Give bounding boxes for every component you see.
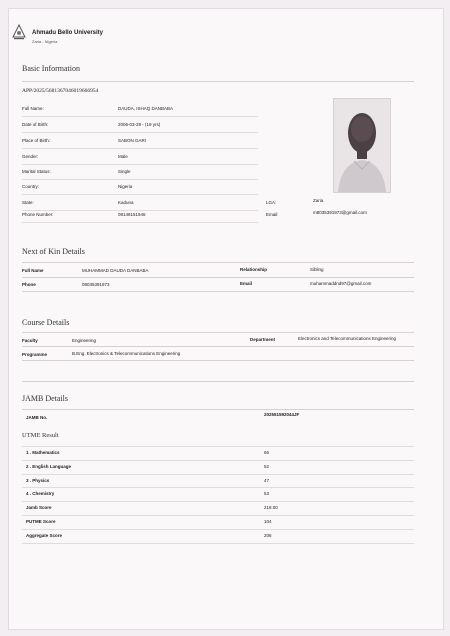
lga-value: Zaria (313, 198, 324, 203)
divider (22, 381, 414, 382)
result-label: Aggregate Score (26, 532, 63, 538)
divider (22, 332, 414, 333)
result-value: 53 (264, 491, 270, 497)
kin-full-name-label: Full Name (22, 268, 44, 273)
row-value: 2006-03-29 - (19 yrs) (118, 122, 161, 127)
divider (22, 346, 414, 347)
utme-results-list (22, 446, 414, 544)
university-location: Zaria - Nigeria (32, 39, 58, 44)
kin-phone-value: 08035391973 (82, 282, 110, 287)
result-row (22, 502, 414, 516)
row-label: Marital Status: (22, 169, 51, 174)
programme-value: B.Eng. Electronics & Telecommunications Engineering (72, 351, 181, 356)
university-name: Ahmadu Bello University (32, 30, 104, 36)
kin-relationship-value: Sibling (310, 267, 324, 272)
result-value: 218.00 (264, 505, 278, 511)
row-value: Kaduna (118, 200, 134, 205)
result-row (22, 447, 414, 461)
row-label: Date of Birth: (22, 122, 49, 127)
next-of-kin-title: Next of Kin Details (22, 247, 85, 256)
result-row (22, 475, 414, 489)
row-label: Country: (22, 184, 40, 189)
basic-row-gender (22, 151, 258, 165)
lga-label: LGA: (266, 200, 277, 205)
result-value: 66 (264, 450, 270, 455)
result-label: 4 . Chemistry (26, 491, 55, 497)
row-value: DAUDA, ISHAQ DANBABA (118, 106, 174, 111)
result-row (22, 516, 414, 530)
email-label: Email: (266, 212, 279, 217)
basic-row-date-of-birth (22, 119, 258, 133)
kin-email-label: Email (240, 281, 253, 286)
row-value: Male (118, 154, 128, 159)
result-value: 104 (264, 518, 272, 524)
divider (22, 262, 414, 263)
kin-full-name-value: MUHAMMAD DAUDA DANBABA (82, 268, 149, 273)
result-row (22, 530, 414, 544)
row-value: Single (118, 169, 131, 174)
row-value: Nigeria (118, 184, 133, 189)
result-row (22, 461, 414, 475)
result-label: 3 . Physics (26, 477, 50, 483)
department-label: Department (250, 337, 276, 342)
basic-row-marital-status (22, 166, 258, 180)
kin-email-value: muhammaddnd97@gmail.com (310, 281, 372, 286)
result-row (22, 488, 414, 502)
course-details-title: Course Details (22, 318, 70, 327)
basic-information-title: Basic Information (22, 64, 80, 73)
row-label: State: (22, 200, 34, 205)
application-id: APP/2025/5681367046019666954 (22, 88, 99, 94)
divider (22, 360, 414, 361)
kin-relationship-label: Relationship (240, 267, 268, 272)
row-value: 08148151946 (118, 212, 146, 217)
jamb-no-value: 202551592044JF (264, 412, 300, 417)
result-label: PUTME Score (26, 518, 56, 524)
divider (22, 409, 414, 410)
basic-row-country (22, 181, 258, 195)
jamb-no-label: JAMB No. (26, 415, 48, 420)
basic-row-place-of-birth (22, 135, 258, 149)
row-label: Place of Birth: (22, 138, 51, 143)
basic-row-phone-number (22, 209, 258, 223)
divider (22, 291, 414, 292)
passport-photo (333, 98, 391, 193)
department-value: Electronics and Telecommunications Engineering (298, 336, 396, 341)
email-value: m8035391973@gmail.com (313, 210, 367, 215)
row-label: Full Name: (22, 106, 44, 111)
divider (22, 277, 414, 278)
result-value: 47 (264, 477, 270, 483)
basic-row-full-name (22, 103, 258, 117)
result-value: 52 (264, 463, 270, 469)
university-logo-icon (12, 24, 26, 40)
result-value: 206 (264, 532, 272, 538)
faculty-value: Engineering (72, 338, 97, 343)
programme-label: Programme (22, 352, 48, 357)
result-label: Jamb Score (26, 505, 52, 511)
faculty-label: Faculty (22, 338, 38, 343)
jamb-details-title: JAMB Details (22, 394, 68, 403)
result-label: 2 . English Language (26, 463, 72, 469)
utme-result-title: UTME Result (22, 432, 59, 439)
row-value: SABON GARI (118, 138, 147, 143)
row-label: Phone Number: (22, 212, 54, 217)
result-label: 1 . Mathematics (26, 450, 60, 455)
kin-phone-label: Phone (22, 282, 36, 287)
divider (22, 81, 414, 82)
row-label: Gender: (22, 154, 39, 159)
